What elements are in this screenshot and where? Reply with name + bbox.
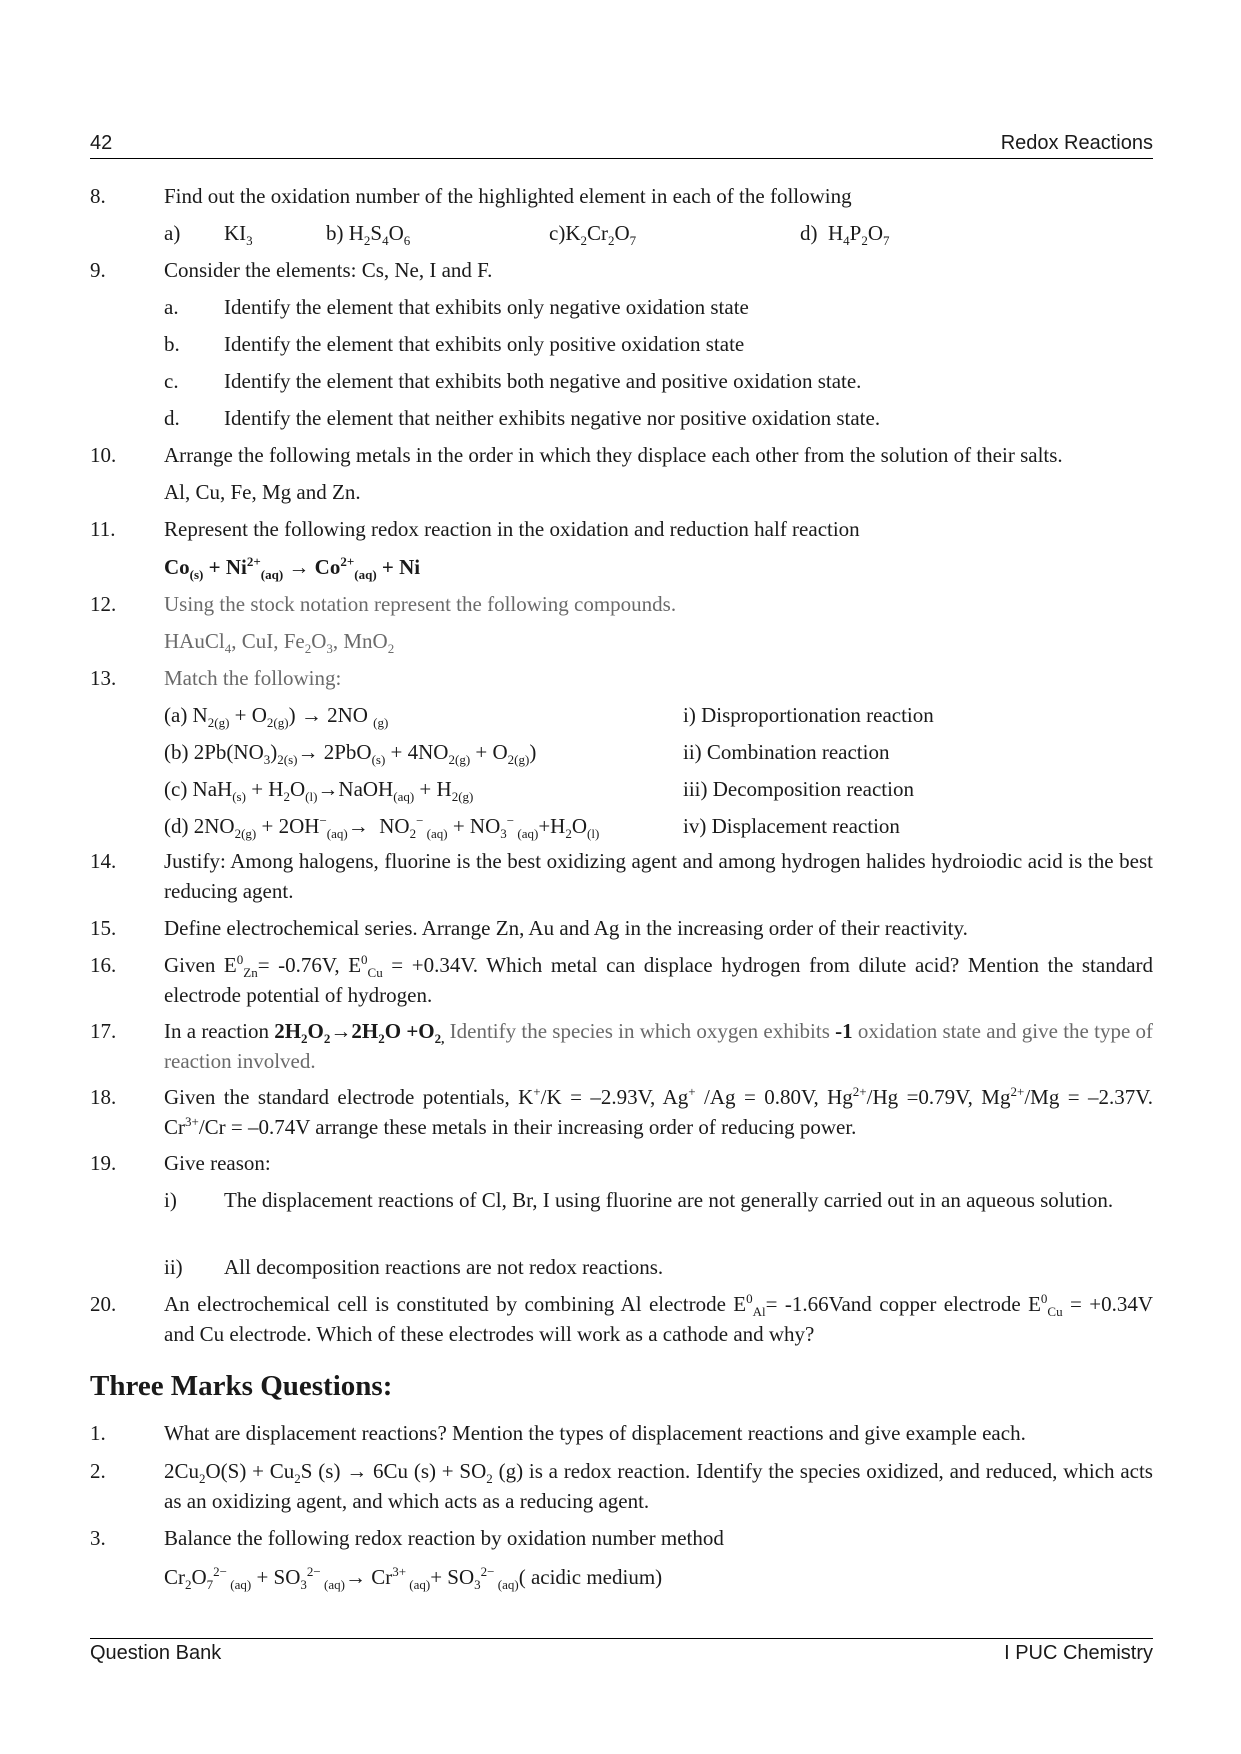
question-number: 8. — [90, 184, 106, 208]
question-text: Given the standard electrode potentials, K+/K = –2.93V, Ag+ /Ag = 0.80V, $Hg^{2+}/Hg =0.79V$, $Mg^{2+}/Mg = -2.37V$. $Cr^{3+}/Cr = -0.74V$ arrange these metals in their increasing order of reducing power. — [164, 1084, 1153, 1139]
q11-equation: $Co_{(s)} + Ni^{2+}_{(aq)} \to Co^{2+}_{(aq)} + Ni$ — [164, 554, 421, 583]
question-text: Define electrochemical series. Arrange Zn, Au and Ag in the increasing order of their reactivity. — [164, 916, 968, 940]
footer-left: Question Bank — [90, 1642, 222, 1664]
question-number: 18. — [90, 1085, 117, 1109]
chapter-title: Redox Reactions — [1000, 132, 1153, 154]
question-text: What are displacement reactions? Mention the types of displacement reactions and give example each. — [164, 1421, 1026, 1445]
q13-right-ii: ii) Combination reaction — [683, 740, 890, 764]
question-text: $2Cu_2O(S) + Cu_2S$ (s) → 6Cu $(s) + SO_2$ (g) is a redox reaction. Identify the species oxidized, and reduced, which acts as an oxidizing agent, and which acts as a reducing agent. — [164, 1459, 1153, 1513]
q13-left-a: (a) $N_{2(g)} + O_{2(g)}) \to 2NO$ $_{(g)}$ — [164, 703, 389, 731]
q8-option-b: b) $H_2S_4O_6$ — [326, 221, 411, 249]
q13-right-iv: iv) Displacement reaction — [683, 814, 900, 838]
q13-right-iii: iii) Decomposition reaction — [683, 777, 914, 801]
question-number: 2. — [90, 1459, 106, 1483]
q13-left-d: (d) $2NO_{2(g)} + 2OH^-_{(aq)}\to NO_2^-$ $_{(aq)} + NO_3^-$ $_{(aq)}+H_2O_{(l)}$ — [164, 813, 600, 842]
question-number: 15. — [90, 916, 117, 940]
question-number: 17. — [90, 1019, 117, 1043]
question-number: 16. — [90, 953, 117, 977]
question-text: Balance the following redox reaction by oxidation number method — [164, 1526, 724, 1550]
question-number: 9. — [90, 258, 106, 282]
q12-compounds: HAuCl$_4$, CuI, $Fe_2O_3$, MnO$_2$ — [164, 629, 395, 657]
question-number: 1. — [90, 1421, 106, 1445]
question-text: Consider the elements: Cs, Ne, I and F. — [164, 258, 493, 282]
question-number: 12. — [90, 592, 117, 616]
header-rule — [90, 158, 1153, 159]
q8-option-d: d) $H_4P_2O_7$ — [800, 221, 890, 249]
question-number: 14. — [90, 849, 117, 873]
question-number: 13. — [90, 666, 117, 690]
question-text: Match the following: — [164, 666, 342, 690]
footer-right: I PUC Chemistry — [1004, 1642, 1153, 1664]
question-number: 20. — [90, 1292, 117, 1316]
question-text: Arrange the following metals in the order in which they displace each other from the solution of their salts. — [164, 443, 1063, 467]
question-number: 10. — [90, 443, 117, 467]
q8-option-c: $c)K_2Cr_2O_7$ — [549, 221, 637, 249]
section-heading: Three Marks Questions: — [90, 1370, 393, 1402]
q8-option-a: $KI_3$ — [224, 221, 253, 249]
t3-equation: $Cr_2O_7^{2-}$ $_{(aq)} + SO_3^{2-}$ $_{(aq)}\to Cr^{3+}$ $_{(aq)}+ SO_3^{2-}$ $_{(aq)}$( acidic medium) — [164, 1564, 663, 1593]
question-number: 11. — [90, 517, 116, 541]
q13-left-c: (c) $NaH_{(s)} + H_2O_{(l)}\to NaOH_{(aq)} + H_{2(g)}$ — [164, 777, 474, 805]
q10-metal-list: Al, Cu, Fe, Mg and Zn. — [164, 480, 361, 504]
question-number: 3. — [90, 1526, 106, 1550]
question-text: Find out the oxidation number of the highlighted element in each of the following — [164, 184, 852, 208]
q8-option-a-label: a) — [164, 221, 181, 245]
page-number: 42 — [90, 132, 113, 154]
question-text: Give reason: — [164, 1151, 271, 1175]
question-text: Using the stock notation represent the following compounds. — [164, 592, 677, 616]
q13-left-b: (b) $2Pb(NO_3)_{2(s)}\to 2PbO_{(s)} + 4NO_{2(g)} + O_{2(g)}$) — [164, 740, 537, 768]
question-text: In a reaction $2H_2O_2\to 2H_2O +O_{2,}$ Identify the species in which oxygen exhibits -1 oxidation state and give the type of reaction involved. — [164, 1019, 1154, 1073]
question-number: 19. — [90, 1151, 117, 1175]
question-text: Given $E^0_{Zn}= -0.76V$, $E^0_{Cu} = +0.34V$. Which metal can displace hydrogen from dilute acid? Mention the standard electrode potential of hydrogen. — [164, 952, 1154, 1007]
footer-rule — [90, 1638, 1153, 1639]
question-text: Justify: Among halogens, fluorine is the best oxidizing agent and among hydrogen halides hydroiodic acid is the best reducing agent. — [164, 849, 1153, 903]
question-text: An electrochemical cell is constituted by combining Al electrode $E^0_{Al}=$ -1.66Vand copper electrode $E^0_{Cu} = +0.34V$ and Cu electrode. Which of these electrodes will work as a cathode and why? — [164, 1291, 1154, 1346]
question-text: Represent the following redox reaction in the oxidation and reduction half reaction — [164, 517, 860, 541]
q13-right-i: i) Disproportionation reaction — [683, 703, 934, 727]
